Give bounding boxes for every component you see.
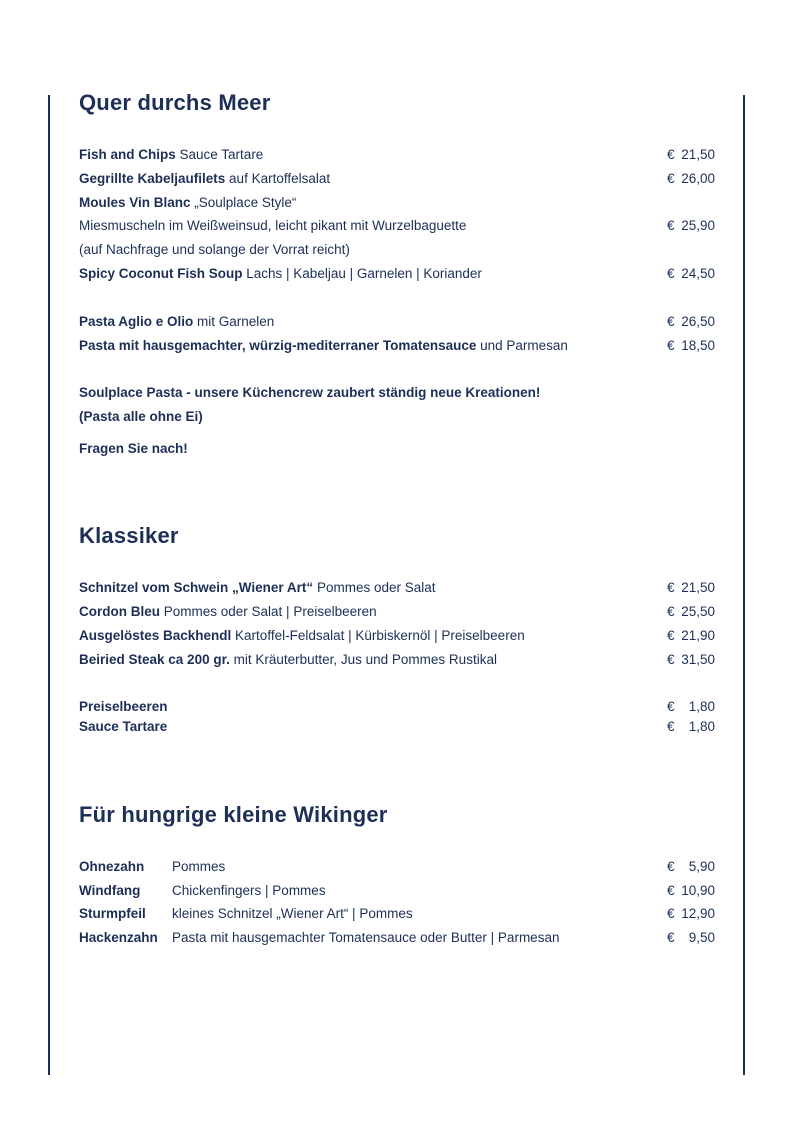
item-price: 21,50 — [681, 147, 715, 162]
section-title-kinder: Für hungrige kleine Wikinger — [79, 802, 388, 827]
item-desc: kleines Schnitzel „Wiener Art“ | Pommes — [172, 906, 413, 921]
item-name: Hackenzahn — [79, 930, 158, 945]
menu-item — [79, 335, 715, 357]
item-desc: mit Garnelen — [193, 314, 275, 329]
currency: € — [667, 652, 675, 667]
item-name: Ausgelöstes Backhendl — [79, 628, 232, 643]
item-name: Sauce Tartare — [79, 719, 168, 734]
item-name: Windfang — [79, 883, 141, 898]
item-name: Preiselbeeren — [79, 699, 168, 714]
item-price: 5,90 — [688, 859, 715, 874]
item-price: 31,50 — [681, 652, 715, 667]
currency: € — [667, 628, 675, 643]
currency: € — [667, 719, 675, 734]
item-price: 18,50 — [681, 338, 715, 353]
right-border-line — [743, 95, 745, 1075]
item-name: Cordon Bleu — [79, 604, 160, 619]
item-price: 26,00 — [681, 171, 715, 186]
item-desc: Pommes oder Salat — [313, 580, 436, 595]
item-name: Moules Vin Blanc — [79, 195, 191, 210]
item-price: 10,90 — [681, 883, 715, 898]
item-name: Gegrillte Kabeljaufilets — [79, 171, 226, 186]
menu-item — [79, 168, 715, 190]
item-desc: Pommes — [172, 859, 226, 874]
item-desc: Lachs | Kabeljau | Garnelen | Koriander — [242, 266, 482, 281]
item-price: 9,50 — [688, 930, 715, 945]
menu-item-detail — [79, 239, 715, 261]
menu-item — [79, 577, 715, 599]
item-desc: „Soulplace Style“ — [190, 195, 297, 210]
section-title-meer: Quer durchs Meer — [79, 90, 271, 115]
item-name: Beiried Steak ca 200 gr. — [79, 652, 230, 667]
item-name: Schnitzel vom Schwein „Wiener Art“ — [79, 580, 314, 595]
pasta-note: Fragen Sie nach! — [79, 441, 188, 456]
item-name: Fish and Chips — [79, 147, 176, 162]
menu-item — [79, 716, 715, 738]
item-price: 24,50 — [681, 266, 715, 281]
item-desc: Sauce Tartare — [175, 147, 264, 162]
menu-item — [79, 649, 715, 671]
item-desc: Kartoffel-Feldsalat | Kürbiskernöl | Preiselbeeren — [231, 628, 525, 643]
menu-item — [79, 311, 715, 333]
currency: € — [667, 699, 675, 714]
menu-item — [79, 696, 715, 718]
menu-item — [79, 144, 715, 166]
menu-item-detail — [79, 215, 715, 237]
item-desc: (auf Nachfrage und solange der Vorrat reicht) — [79, 242, 350, 257]
currency: € — [667, 604, 675, 619]
menu-item — [79, 903, 715, 925]
item-price: 21,90 — [681, 628, 715, 643]
currency: € — [667, 580, 675, 595]
menu-item — [79, 856, 715, 878]
menu-item — [79, 625, 715, 647]
item-desc: auf Kartoffelsalat — [225, 171, 331, 186]
item-price: 25,90 — [681, 218, 715, 233]
item-desc: Chickenfingers | Pommes — [172, 883, 326, 898]
currency: € — [667, 171, 675, 186]
menu-item — [79, 192, 715, 214]
item-price: 21,50 — [681, 580, 715, 595]
currency: € — [667, 266, 675, 281]
item-name: Pasta mit hausgemachter, würzig-mediterraner Tomatensauce — [79, 338, 477, 353]
menu-item — [79, 927, 715, 949]
item-desc: Miesmuscheln im Weißweinsud, leicht pikant mit Wurzelbaguette — [79, 218, 467, 233]
menu-item — [79, 263, 715, 285]
currency: € — [667, 147, 675, 162]
section-title-klassiker: Klassiker — [79, 523, 179, 548]
currency: € — [667, 883, 675, 898]
currency: € — [667, 930, 675, 945]
currency: € — [667, 906, 675, 921]
item-name: Sturmpfeil — [79, 906, 146, 921]
item-desc: mit Kräuterbutter, Jus und Pommes Rustikal — [229, 652, 497, 667]
menu-item — [79, 601, 715, 623]
currency: € — [667, 338, 675, 353]
item-name: Pasta Aglio e Olio — [79, 314, 194, 329]
currency: € — [667, 314, 675, 329]
item-desc: Pommes oder Salat | Preiselbeeren — [160, 604, 377, 619]
item-name: Ohnezahn — [79, 859, 145, 874]
item-price: 26,50 — [681, 314, 715, 329]
menu-item — [79, 880, 715, 902]
currency: € — [667, 859, 675, 874]
item-price: 12,90 — [681, 906, 715, 921]
item-desc: und Parmesan — [476, 338, 568, 353]
item-desc: Pasta mit hausgemachter Tomatensauce oder Butter | Parmesan — [172, 930, 560, 945]
item-price: 1,80 — [688, 699, 715, 714]
left-border-line — [48, 95, 50, 1075]
currency: € — [667, 218, 675, 233]
item-name: Spicy Coconut Fish Soup — [79, 266, 243, 281]
pasta-note: Soulplace Pasta - unsere Küchencrew zaubert ständig neue Kreationen! — [79, 385, 541, 400]
item-price: 1,80 — [688, 719, 715, 734]
item-price: 25,50 — [681, 604, 715, 619]
pasta-note: (Pasta alle ohne Ei) — [79, 409, 203, 424]
